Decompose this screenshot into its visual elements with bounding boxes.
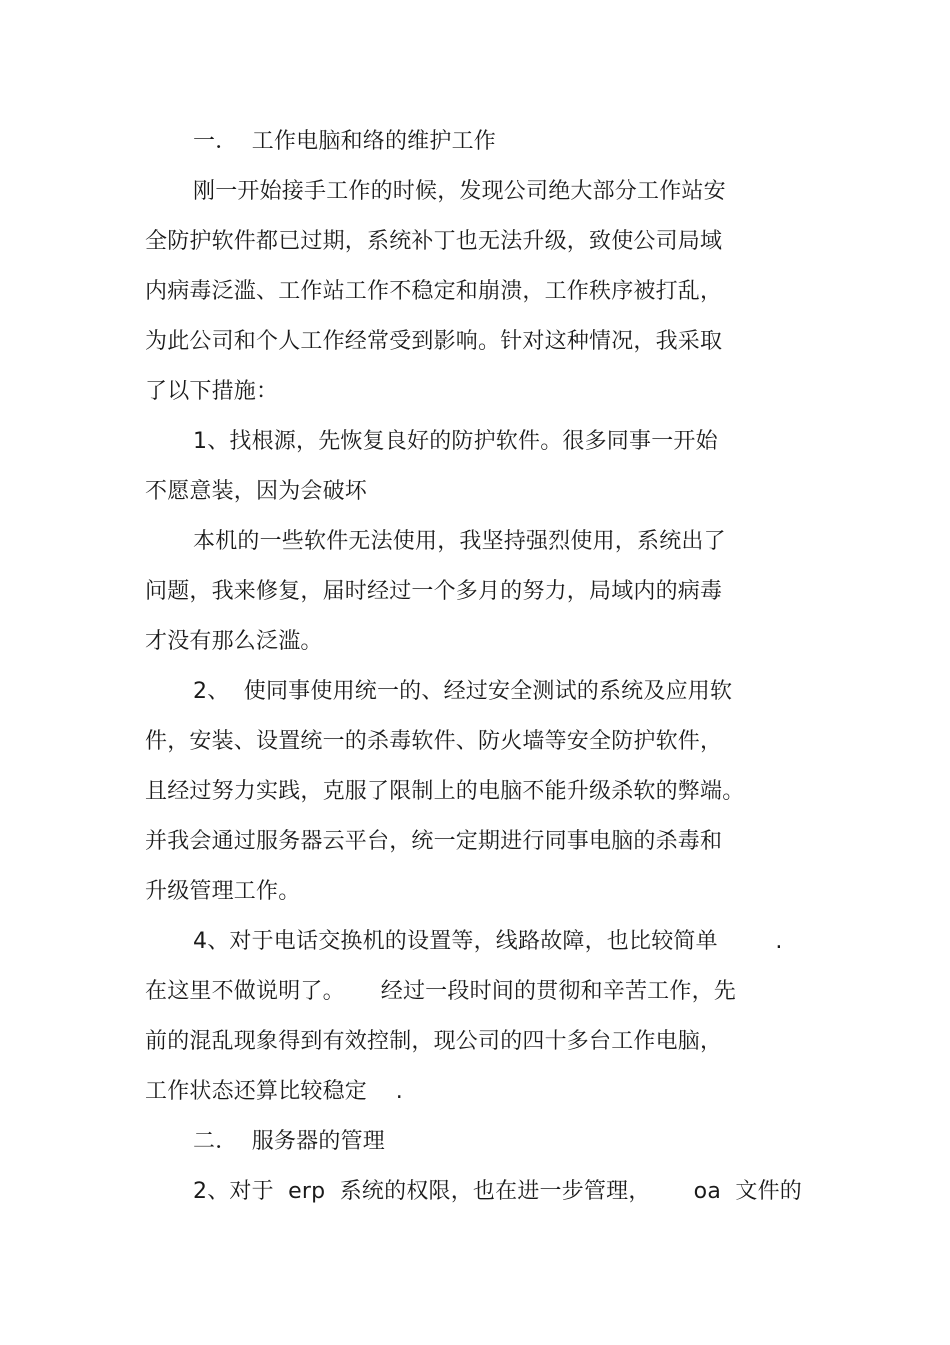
- paragraph-line: 在这里不做说明了。 经过一段时间的贯彻和辛苦工作，先: [145, 979, 736, 1004]
- list-item-line: 1、找根源，先恢复良好的防护软件。很多同事一开始: [193, 429, 718, 454]
- paragraph-line: 问题，我来修复，届时经过一个多月的努力，局域内的病毒: [145, 579, 723, 604]
- paragraph-line: 为此公司和个人工作经常受到影响。针对这种情况，我采取: [145, 329, 723, 354]
- paragraph-line: 前的混乱现象得到有效控制，现公司的四十多台工作电脑，: [145, 1029, 723, 1054]
- paragraph-line: 内病毒泛滥、工作站工作不稳定和崩溃，工作秩序被打乱，: [145, 279, 723, 304]
- paragraph-line: 且经过努力实践，克服了限制上的电脑不能升级杀软的弊端。: [145, 779, 745, 804]
- paragraph-line: 件，安装、设置统一的杀毒软件、防火墙等安全防护软件，: [145, 729, 723, 754]
- paragraph-line: 了以下措施：: [145, 379, 279, 404]
- paragraph-line: 全防护软件都已过期，系统补丁也无法升级，致使公司局域: [145, 229, 723, 254]
- section-heading-2: 二． 服务器的管理: [193, 1129, 385, 1154]
- paragraph-line: 刚一开始接手工作的时候，发现公司绝大部分工作站安: [193, 179, 726, 204]
- list-item-line: 4、对于电话交换机的设置等，线路故障，也比较简单 .: [193, 929, 783, 954]
- list-item-line: 2、对于 erp 系统的权限，也在进一步管理， oa 文件的: [193, 1179, 803, 1204]
- paragraph-line: 不愿意装，因为会破坏: [145, 479, 368, 504]
- section-heading-1: 一． 工作电脑和络的维护工作: [193, 129, 496, 154]
- paragraph-line: 并我会通过服务器云平台，统一定期进行同事电脑的杀毒和: [145, 829, 723, 854]
- paragraph-line: 工作状态还算比较稳定 .: [145, 1079, 403, 1104]
- paragraph-line: 才没有那么泛滥。: [145, 629, 323, 654]
- paragraph-line: 本机的一些软件无法使用，我坚持强烈使用，系统出了: [193, 529, 726, 554]
- paragraph-line: 升级管理工作。: [145, 879, 301, 904]
- list-item-line: 2、 使同事使用统一的、经过安全测试的系统及应用软: [193, 679, 733, 704]
